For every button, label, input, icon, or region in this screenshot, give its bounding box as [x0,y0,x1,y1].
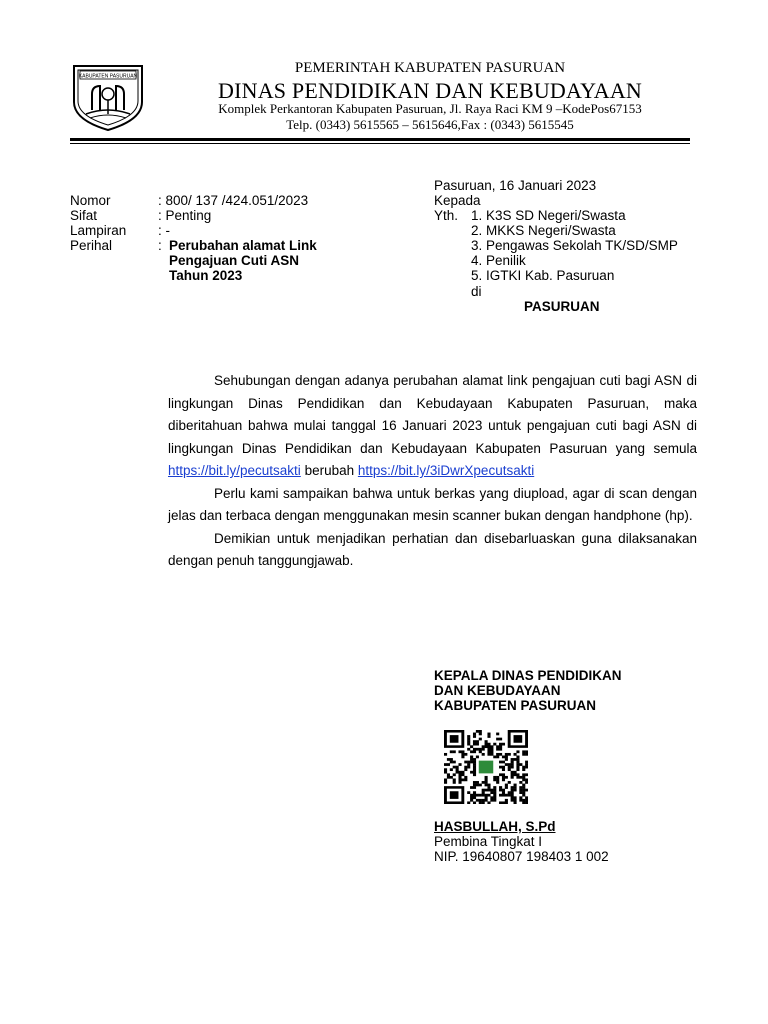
letterhead-divider-thick [70,138,690,141]
letterhead-agency: DINAS PENDIDIKAN DAN KEBUDAYAAN [218,78,642,103]
letter-body [168,370,697,573]
perihal-line-3: Tahun 2023 [169,268,243,283]
recipient-item: 4. Penilik [471,253,526,268]
lampiran-label: Lampiran [70,223,127,238]
nomor-label: Nomor [70,193,111,208]
recipient-item: 1. K3S SD Negeri/Swasta [471,208,626,223]
body-paragraph-1 [168,370,697,483]
signer-title-3: KABUPATEN PASURUAN [434,698,596,713]
regency-coat-of-arms-logo [68,58,148,134]
body-paragraph-1-text: Sehubungan dengan adanya perubahan alamat link pengajuan cuti bagi ASN di lingkungan Dinas Pendidikan dan Kebudayaan Kabupaten Pasuruan, maka diberitahuan bahwa mulai tanggal 16 Januari 2023 untuk pengajuan cuti bagi ASN di lingkungan Dinas Pendidikan dan Kebudayaan Kabupaten Pasuruan yang semula [168,373,697,456]
place-date: Pasuruan, 16 Januari 2023 [434,178,597,193]
lampiran-value: : - [158,223,170,238]
letterhead-divider-thin [70,143,690,144]
perihal-label: Perihal [70,238,113,253]
letterhead-phone: Telp. (0343) 5615565 – 5615646,Fax : (0343) 5615545 [286,117,574,132]
perihal-line-1: Perubahan alamat Link [169,238,317,253]
signer-nip: NIP. 19640807 198403 1 002 [434,849,609,864]
sifat-value: : Penting [158,208,212,223]
perihal-line-2: Pengajuan Cuti ASN [169,253,300,268]
di-label: di [471,284,482,299]
signer-title-1: KEPALA DINAS PENDIDIKAN [434,668,622,683]
signer-rank: Pembina Tingkat I [434,834,543,849]
recipient-city: PASURUAN [524,299,600,314]
signer-name: HASBULLAH, S.Pd [434,819,556,834]
yth-label: Yth. [434,208,459,223]
logo-text: KABUPATEN PASURUAN [78,73,138,80]
body-paragraph-2: Perlu kami sampaikan bahwa untuk berkas yang diupload, agar di scan dengan jelas dan terbaca dengan menggunakan mesin scanner bukan dengan handphone (hp). [168,485,697,523]
nomor-value: : 800/ 137 /424.051/2023 [158,193,309,208]
recipient-item: 2. MKKS Negeri/Swasta [471,223,616,238]
changed-word: berubah [304,463,355,478]
new-link[interactable]: https://bit.ly/3iDwrXpecutsakti [357,463,535,478]
qr-code-signature [444,730,528,804]
recipient-item: 3. Pengawas Sekolah TK/SD/SMP [471,238,678,253]
old-link[interactable]: https://bit.ly/pecutsakti [168,463,301,478]
body-paragraph-3: Demikian untuk menjadikan perhatian dan disebarluaskan guna dilaksanakan dengan penuh tanggungjawab. [168,530,697,568]
letterhead-government: PEMERINTAH KABUPATEN PASURUAN [294,60,566,76]
signer-title-2: DAN KEBUDAYAAN [434,683,561,698]
recipient-item: 5. IGTKI Kab. Pasuruan [471,268,615,283]
sifat-label: Sifat [70,208,98,223]
perihal-colon: : [158,238,162,253]
kepada-label: Kepada [434,193,481,208]
letterhead-address: Komplek Perkantoran Kabupaten Pasuruan, Jl. Raya Raci KM 9 –KodePos67153 [218,101,642,116]
